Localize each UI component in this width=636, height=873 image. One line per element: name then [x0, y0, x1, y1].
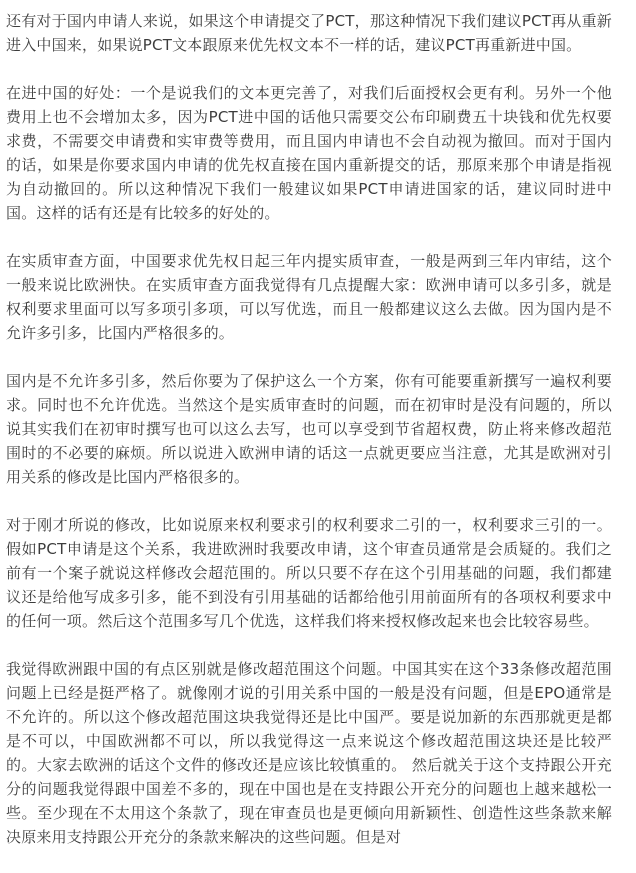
paragraph-china-benefits: 在进中国的好处：一个是说我们的文本更完善了，对我们后面授权会更有利。另外一个他费用上也不会增加太多，因为PCT进中国的话他只需要交公布印刷费五十块钱和优先权要求费，不需要交申请费和实审费等费用，而且国内申请也不会自动视为撤回。而对于国内的话，如果是你要求国内申请的优先权直接在国内重新提交的话，那原来那个申请是指视为自动撤回的。所以这种情况下我们一般建议如果PCT申请进国家的话，建议同时进中国。这样的话有还是有比较多的好处的。 — [6, 84, 612, 222]
paragraph-substantive-examination: 在实质审查方面，中国要求优先权日起三年内提实质审查，一般是两到三年内审结，这个一般来说比欧洲快。在实质审查方面我觉得有几点提醒大家：欧洲申请可以多引多，就是权利要求里面可以写多项引多项，可以写优选，而且一般都建议这么去做。因为国内是不允许多引多，比国内严格很多的。 — [6, 252, 612, 342]
article-body — [6, 9, 612, 873]
paragraph-claim-amendment: 对于刚才所说的修改，比如说原来权利要求引的权利要求二引的一，权利要求三引的一。假如PCT申请是这个关系，我进欧洲时我要改申请，这个审查员通常是会质疑的。我们之前有一个案子就说这样修改会超范围的。所以只要不存在这个引用基础的问题，我们都建议还是给他写成多引多，能不到没有引用基础的话都给他引用前面所有的各项权利要求中的任何一项。然后这个范围多写几个优选，这样我们将来授权修改起来也会比较容易些。 — [6, 516, 612, 630]
paragraph-multiple-dependency: 国内是不允许多引多，然后你要为了保护这么一个方案，你有可能要重新撰写一遍权利要求。同时也不允许优选。当然这个是实质审查时的问题，而在初审时是没有问题的，所以说其实我们在初审时撰写也可以这么去写，也可以享受到节省超权费，防止将来修改超范围时的不必要的麻烦。所以说进入欧洲申请的话这一点就更要应当注意，尤其是欧洲对引用关系的修改是比国内严格很多的。 — [6, 372, 612, 486]
paragraph-added-matter: 我觉得欧洲跟中国的有点区别就是修改超范围这个问题。中国其实在这个33条修改超范围问题上已经是挺严格了。就像刚才说的引用关系中国的一般是没有问题，但是EPO通常是不允许的。所以这个修改超范围这块我觉得还是比中国严。要是说加新的东西那就更是都是不可以，中国欧洲都不可以，所以我觉得这一点来说这个修改超范围这块还是比较严的。大家去欧洲的话这个文件的修改还是应该比较慎重的。 然后就关于这个支持跟公开充分的问题我觉得跟中国差不多的，现在中国也是在支持跟公开充分的问题也上越来越松一些。至少现在不太用这个条款了，现在审查员也是更倾向用新颖性、创造性这些条款来解决原来用支持跟公开充分的条款来解决的这些问题。但是对 — [6, 660, 612, 846]
paragraph-pct-reentry: 还有对于国内申请人来说，如果这个申请提交了PCT，那这种情况下我们建议PCT再从重新进入中国来，如果说PCT文本跟原来优先权文本不一样的话，建议PCT再重新进中国。 — [6, 12, 612, 54]
